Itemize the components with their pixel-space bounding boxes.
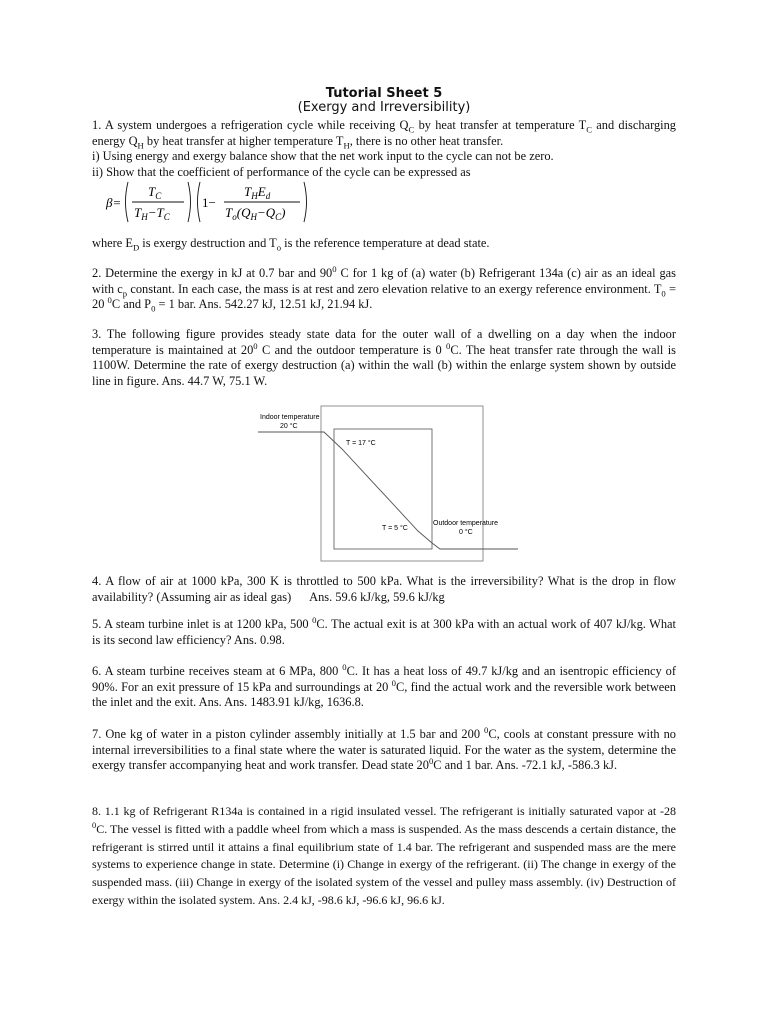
question-5-text: 5. A steam turbine inlet is at 1200 kPa, 500 $^0$C. The actual exit is at 300 kPa with an actual work of 407 kJ/kg. What is its second law efficiency? Ans. 0.98. <box>92 614 676 647</box>
indoor-temperature-value: 20 °C <box>280 423 298 430</box>
question-6-text: 6. A steam turbine receives steam at 6 MPa, 800 $^0$C. It has a heat loss of 49.7 kJ/kg and an isentropic efficiency of 90%. For an exit pressure of 15 kPa and surroundings at 20 $^0$C, find the actual work and the reversible work between the inlet and the exit. Ans. Ans. 1483.91 kJ/kg, 1636.8. <box>92 661 677 710</box>
cop-equation <box>104 176 324 228</box>
wall-inner-temperature: T = 17 °C <box>346 440 376 447</box>
question-7-text: 7. One kg of water in a piston cylinder assembly initially at 1.5 bar and 200 $^0$C, cools at constant pressure with no internal irreversibilities to a final state where the water is saturated liquid. For the water as the system, determine the exergy transfer accompanying heat and work transfer. Dead state $20^0C$ and 1 bar. Ans. -72.1 kJ, -586.3 kJ. <box>92 724 677 773</box>
eq-num2: $T_HE_d$ <box>244 184 271 201</box>
page-subtitle: (Exergy and Irreversibility) <box>297 100 471 115</box>
eq-one-minus: 1− <box>202 195 216 210</box>
eq-den2: $T_o(Q_H-Q_C)$ <box>225 205 286 222</box>
equation-lhs: β= <box>106 195 122 210</box>
wall-outer-temperature: T = 5 °C <box>382 525 408 532</box>
page-title: Tutorial Sheet 5 <box>325 86 443 101</box>
indoor-temperature-label: Indoor temperature <box>260 414 320 421</box>
eq-den1: $T_H-T_C$ <box>134 205 170 222</box>
outdoor-temperature-value: 0 °C <box>459 529 473 536</box>
wall-temperature-figure <box>256 405 520 563</box>
outdoor-temperature-label: Outdoor temperature <box>433 520 498 527</box>
question-1-text: 1. A system undergoes a refrigeration cycle while receiving $Q_C$ by heat transfer at temperature $T_C$ and discharging energy $Q_H$ by heat transfer at higher temperature $T_H$, there is no other heat transfer. i) Using energy and exergy balance show that the net work input to the cycle can not be zero. ii) Show that the coefficient of performance of the cycle can be expressed as <box>92 118 677 179</box>
question-2-text: 2. Determine the exergy in kJ at 0.7 bar and $90^0$ C for 1 kg of (a) water (b) Refrigerant 134a (c) air as an ideal gas with $c_p$ constant. In each case, the mass is at rest and zero elevation relative to an exergy reference environment. $T_0 = 20$ $^0$C and $P_0 = 1$ bar. Ans. 542.27 kJ, 12.51 kJ, 21.94 kJ. <box>92 263 676 314</box>
question-4-text: 4. A flow of air at 1000 kPa, 300 K is throttled to 500 kPa. What is the irreversibility? What is the drop in flow availability? (Assuming air as ideal gas) Ans. 59.6 kJ/kg, 59.6 kJ/kg <box>92 574 680 604</box>
question-8-text: 8. 1.1 kg of Refrigerant R134a is contained in a rigid insulated vessel. The refrigerant is initially saturated vapor at -28 $^0$C. The vessel is fitted with a paddle wheel from which a mass is suspended. As the mass descends a certain distance, the refrigerant is stirred until it attains a final equilibrium state of 1.4 bar. The refrigerant and suspended mass are the mere systems to experience change in state. Determine (i) Change in exergy of the refrigerant. (ii) The change in exergy of the suspended mass. (iii) Change in exergy of the isolated system of the vessel and pulley mass assembly. (iv) Destruction of exergy within the isolated system. Ans. 2.4 kJ, -98.6 kJ, -96.6 kJ, 96.6 kJ. <box>92 804 676 907</box>
question-1-where: where $E_D$ is exergy destruction and $T_o$ is the reference temperature at dead state. <box>92 236 490 253</box>
question-3-text: 3. The following figure provides steady state data for the outer wall of a dwelling on a day when the indoor temperature is maintained at $20^0$ C and the outdoor temperature is 0 $^0$C. The heat transfer rate through the wall is 1100W. Determine the rate of exergy destruction (a) within the wall (b) within the enlarge system shown by outside line in figure. Ans. 44.7 W, 75.1 W. <box>92 327 676 388</box>
eq-num1: $T_C$ <box>148 184 162 201</box>
